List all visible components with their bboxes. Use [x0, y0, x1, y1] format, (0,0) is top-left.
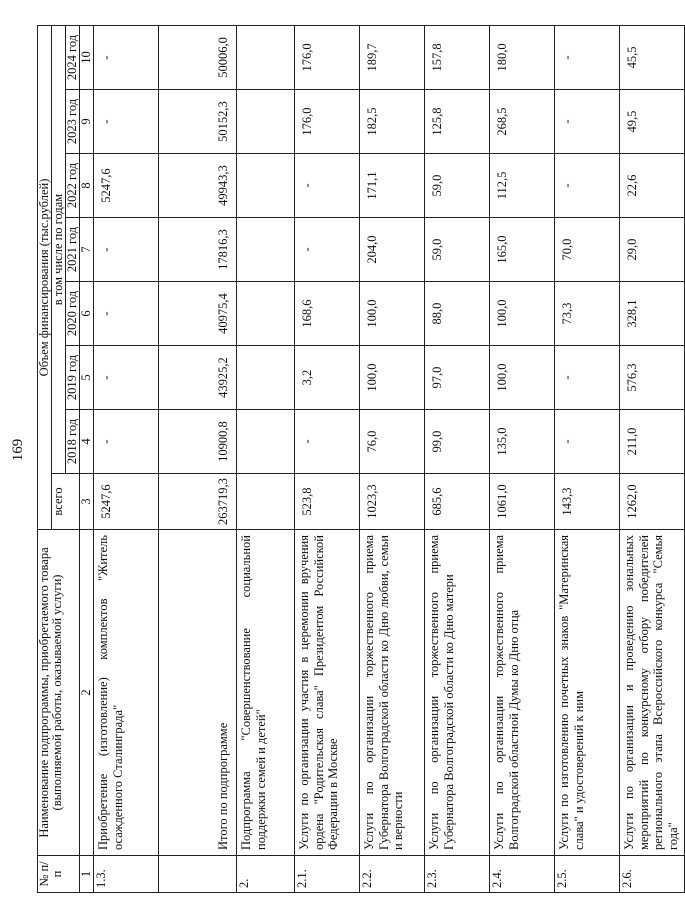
row-total: 263719,3: [159, 474, 237, 530]
header-volume: Объем финансирования (тыс.рублей): [38, 25, 52, 529]
row-total: 1023,3: [360, 474, 425, 530]
header-year: 2024 год: [66, 25, 80, 89]
row-y2020: 73,3: [555, 282, 620, 346]
row-y2019: 43925,2: [159, 346, 237, 410]
row-y2024: -: [94, 25, 159, 89]
row-name: Услуги по организации торжественного приема Волгоградской областной Думы ко Дню отца: [490, 530, 555, 856]
row-y2024: -: [555, 25, 620, 89]
row-y2023: -: [555, 90, 620, 154]
header-year: 2022 год: [66, 154, 80, 218]
row-y2021: [237, 218, 295, 282]
row-total: 523,8: [295, 474, 360, 530]
row-y2023: 49,5: [620, 90, 685, 154]
table-row: [94, 25, 159, 892]
row-y2023: 176,0: [295, 90, 360, 154]
row-number: 2.: [237, 856, 295, 893]
column-index: 1: [80, 856, 94, 893]
row-number: [159, 856, 237, 893]
row-y2018: -: [555, 410, 620, 474]
row-total: 1061,0: [490, 474, 555, 530]
row-y2019: 100,0: [360, 346, 425, 410]
row-y2022: 112,5: [490, 154, 555, 218]
row-y2022: 5247,6: [94, 154, 159, 218]
row-y2019: 3,2: [295, 346, 360, 410]
row-y2020: 100,0: [360, 282, 425, 346]
row-y2020: 40975,4: [159, 282, 237, 346]
financing-table: [37, 25, 685, 893]
row-name: Услуги по организации торжественного приема Губернатора Волгоградской области ко Дню матери: [425, 530, 490, 856]
row-name: Услуги по организации участия в церемонии вручения ордена "Родительская слава" Президентом Российской Федерации в Москве: [295, 530, 360, 856]
row-y2018: -: [295, 410, 360, 474]
row-y2020: 88,0: [425, 282, 490, 346]
row-y2024: [237, 25, 295, 89]
row-y2023: [237, 90, 295, 154]
column-index: 9: [80, 90, 94, 154]
row-total: 5247,6: [94, 474, 159, 530]
row-total: 685,6: [425, 474, 490, 530]
table-row: [159, 25, 237, 892]
row-y2019: -: [555, 346, 620, 410]
row-y2019: 100,0: [490, 346, 555, 410]
row-number: 2.6.: [620, 856, 685, 893]
row-number: 2.3.: [425, 856, 490, 893]
row-y2021: 29,0: [620, 218, 685, 282]
row-y2018: 99,0: [425, 410, 490, 474]
column-index: 8: [80, 154, 94, 218]
row-y2024: 157,8: [425, 25, 490, 89]
row-total: [237, 474, 295, 530]
column-index: 10: [80, 25, 94, 89]
row-total: 143,3: [555, 474, 620, 530]
row-y2022: -: [295, 154, 360, 218]
header-by-year: в том числе по годам: [52, 25, 66, 473]
header-num: № п/п: [38, 856, 80, 893]
column-index: 6: [80, 282, 94, 346]
row-y2021: 70,0: [555, 218, 620, 282]
table-row: [490, 25, 555, 892]
table-row: [237, 25, 295, 892]
column-index: 5: [80, 346, 94, 410]
row-name: Итого по подпрограмме: [159, 530, 237, 856]
row-y2018: -: [94, 410, 159, 474]
header-total: всего: [52, 474, 80, 530]
row-number: 1.3.: [94, 856, 159, 893]
row-y2023: 125,8: [425, 90, 490, 154]
row-y2020: 168,6: [295, 282, 360, 346]
page-number: 169: [10, 438, 26, 462]
row-number: 2.2.: [360, 856, 425, 893]
column-index: 2: [80, 530, 94, 856]
row-y2022: [237, 154, 295, 218]
column-index: 3: [80, 474, 94, 530]
row-y2023: 182,5: [360, 90, 425, 154]
header-name: Наименование подпрограммы, приобретаемого товара (выполняемой работы, оказываемой услуги): [38, 530, 80, 856]
column-index: 4: [80, 410, 94, 474]
row-y2018: 211,0: [620, 410, 685, 474]
row-y2024: 176,0: [295, 25, 360, 89]
row-y2024: 50006,0: [159, 25, 237, 89]
row-y2018: 135,0: [490, 410, 555, 474]
row-y2024: 45,5: [620, 25, 685, 89]
table-row: [620, 25, 685, 892]
row-y2019: [237, 346, 295, 410]
table-row: [295, 25, 360, 892]
row-name: Услуги по организации торжественного приема Губернатора Волгоградской области ко Дню любви, семьи и верности: [360, 530, 425, 856]
header-year: 2019 год: [66, 346, 80, 410]
row-y2023: 50152,3: [159, 90, 237, 154]
header-year: 2021 год: [66, 218, 80, 282]
row-y2022: 171,1: [360, 154, 425, 218]
row-y2021: 165,0: [490, 218, 555, 282]
row-name: Услуги по изготовлению почетных знаков "Материнская слава" и удостоверений к ним: [555, 530, 620, 856]
row-y2020: -: [94, 282, 159, 346]
row-y2019: -: [94, 346, 159, 410]
row-y2018: 76,0: [360, 410, 425, 474]
row-y2021: -: [94, 218, 159, 282]
row-y2019: 576,3: [620, 346, 685, 410]
column-index: 7: [80, 218, 94, 282]
row-y2022: 59,0: [425, 154, 490, 218]
row-y2023: 268,5: [490, 90, 555, 154]
row-total: 1262,0: [620, 474, 685, 530]
table-row: [555, 25, 620, 892]
row-y2023: -: [94, 90, 159, 154]
row-number: 2.5.: [555, 856, 620, 893]
row-y2020: [237, 282, 295, 346]
row-y2020: 100,0: [490, 282, 555, 346]
table-row: [425, 25, 490, 892]
row-y2021: 17816,3: [159, 218, 237, 282]
row-y2018: 10900,8: [159, 410, 237, 474]
header-year: 2023 год: [66, 90, 80, 154]
row-y2018: [237, 410, 295, 474]
row-name: Услуги по организации и проведению зональных мероприятий по конкурсному отбору победителей регионального этапа Всероссийского конкурса "Семья года": [620, 530, 685, 856]
row-y2022: 22,6: [620, 154, 685, 218]
row-y2021: -: [295, 218, 360, 282]
row-y2021: 59,0: [425, 218, 490, 282]
row-y2019: 97,0: [425, 346, 490, 410]
row-name: Приобретение (изготовление) комплектов "Житель осажденного Сталинграда": [94, 530, 159, 856]
row-number: 2.1.: [295, 856, 360, 893]
row-y2020: 328,1: [620, 282, 685, 346]
row-name: Подпрограмма "Совершенствование социальной поддержки семей и детей": [237, 530, 295, 856]
row-y2022: -: [555, 154, 620, 218]
row-y2024: 189,7: [360, 25, 425, 89]
table-row: [360, 25, 425, 892]
header-year: 2020 год: [66, 282, 80, 346]
row-y2022: 49943,3: [159, 154, 237, 218]
row-number: 2.4.: [490, 856, 555, 893]
row-y2024: 180,0: [490, 25, 555, 89]
row-y2021: 204,0: [360, 218, 425, 282]
header-year: 2018 год: [66, 410, 80, 474]
